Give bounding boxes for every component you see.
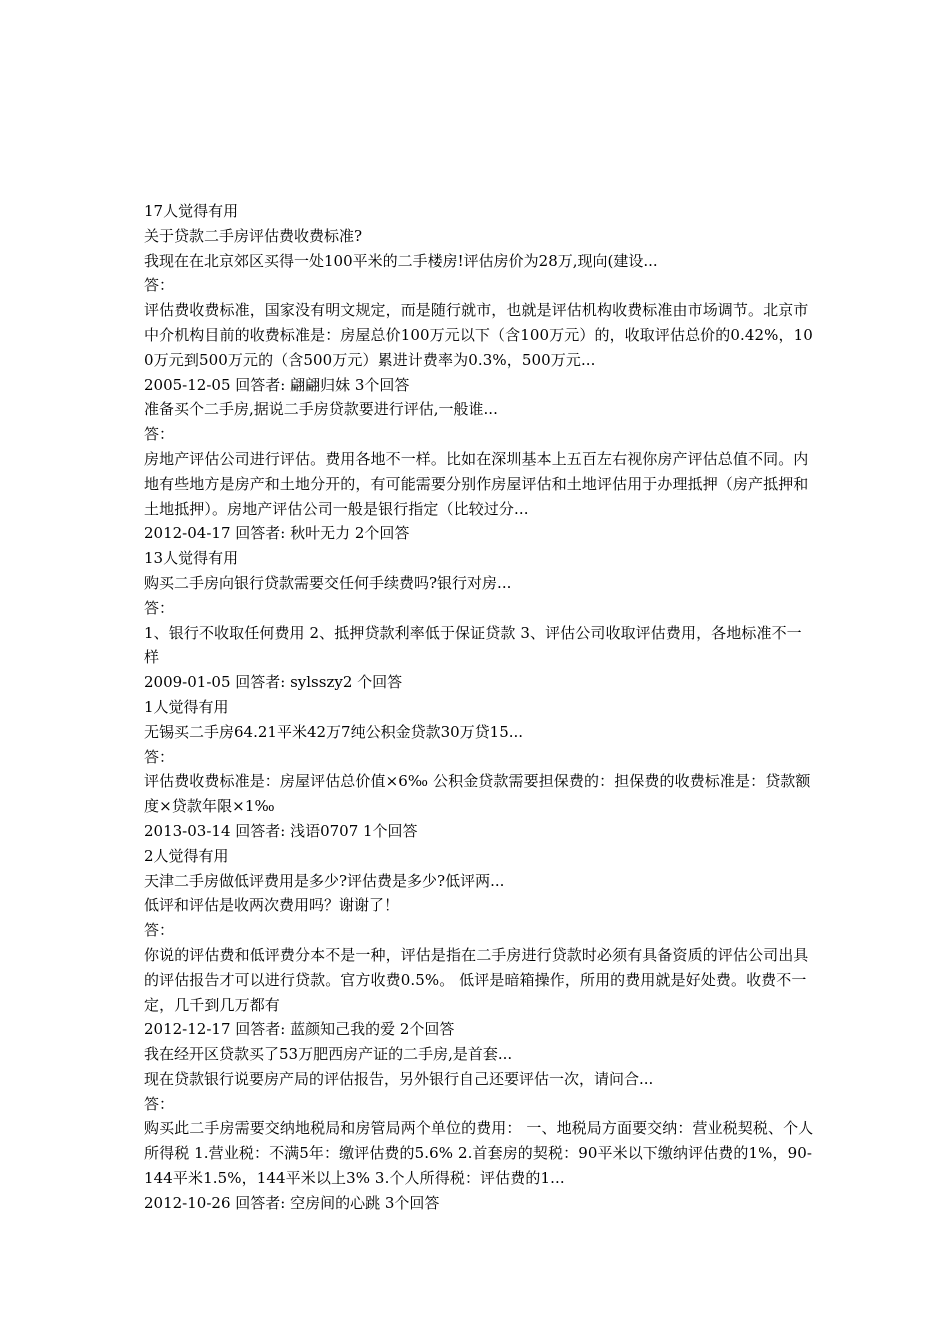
answer-text: 房地产评估公司进行评估。费用各地不一样。比如在深圳基本上五百左右视你房产评估总值不同。内地有些地方是房产和土地分开的，有可能需要分别作房屋评估和土地评估用于办理抵押（房产抵押和土地抵押）。房地产评估公司一般是银行指定（比较过分... bbox=[144, 449, 809, 518]
qa-entry bbox=[144, 199, 816, 397]
question-detail: 我现在在北京郊区买得一处100平米的二手楼房!评估房价为28万,现向(建设... bbox=[144, 251, 658, 270]
question-title[interactable]: 无锡买二手房64.21平米42万7纯公积金贷款30万贷15... bbox=[144, 722, 524, 741]
answer-label: 答： bbox=[144, 276, 175, 295]
answer-label: 答： bbox=[144, 921, 175, 940]
answer-label: 答： bbox=[144, 1094, 175, 1113]
question-detail: 现在贷款银行说要房产局的评估报告，另外银行自己还要评估一次，请问合... bbox=[144, 1069, 654, 1088]
answer-meta: 2012-12-17 回答者: 蓝颜知己我的爱 2个回答 bbox=[144, 1020, 455, 1039]
helpful-count: 17人觉得有用 bbox=[144, 202, 239, 220]
answer-meta: 2012-10-26 回答者: 空房间的心跳 3个回答 bbox=[144, 1193, 440, 1212]
answer-label: 答： bbox=[144, 747, 175, 766]
question-title[interactable]: 准备买个二手房,据说二手房贷款要进行评估,一般谁... bbox=[144, 400, 498, 419]
qa-entry bbox=[144, 397, 816, 546]
answer-meta: 2009-01-05 回答者: sylsszy2 个回答 bbox=[144, 673, 403, 692]
answer-text: 评估费收费标准，国家没有明文规定，而是随行就市，也就是评估机构收费标准由市场调节。北京市中介机构目前的收费标准是：房屋总价100万元以下（含100万元）的，收取评估总价的0.42%，100万元到500万元的（含500万元）累进计费率为0.3%，500万元... bbox=[144, 301, 813, 369]
qa-entry bbox=[144, 1042, 816, 1216]
answer-text: 1、银行不收取任何费用 2、抵押贷款利率低于保证贷款 3、评估公司收取评估费用，各地标准不一样 bbox=[144, 623, 802, 667]
answer-meta: 2005-12-05 回答者: 翩翩归妹 3个回答 bbox=[144, 375, 410, 394]
question-title[interactable]: 购买二手房向银行贷款需要交任何手续费吗?银行对房... bbox=[144, 573, 512, 592]
answer-label: 答： bbox=[144, 425, 175, 444]
answer-text: 评估费收费标准是：房屋评估总价值×6‰ 公积金贷款需要担保费的：担保费的收费标准是：贷款额度×贷款年限×1‰ bbox=[144, 772, 811, 816]
qa-entry bbox=[144, 546, 816, 695]
document-body bbox=[144, 199, 816, 1216]
question-title[interactable]: 关于贷款二手房评估费收费标准? bbox=[144, 226, 363, 245]
helpful-count: 1人觉得有用 bbox=[144, 697, 229, 716]
answer-label: 答： bbox=[144, 598, 175, 617]
answer-meta: 2013-03-14 回答者: 浅语0707 1个回答 bbox=[144, 821, 418, 840]
question-title[interactable]: 天津二手房做低评费用是多少?评估费是多少?低评两... bbox=[144, 871, 505, 890]
answer-text: 你说的评估费和低评费分本不是一种，评估是指在二手房进行贷款时必须有具备资质的评估公司出具的评估报告才可以进行贷款。官方收费0.5%。 低评是暗箱操作，所用的费用就是好处费。收费不一定，几千到几万都有 bbox=[144, 945, 809, 1014]
qa-entry bbox=[144, 695, 816, 844]
helpful-count: 2人觉得有用 bbox=[144, 846, 229, 865]
qa-entry bbox=[144, 844, 816, 1042]
question-detail: 低评和评估是收两次费用吗？谢谢了！ bbox=[144, 896, 400, 915]
helpful-count: 13人觉得有用 bbox=[144, 549, 239, 568]
answer-meta: 2012-04-17 回答者: 秋叶无力 2个回答 bbox=[144, 524, 410, 543]
answer-text: 购买此二手房需要交纳地税局和房管局两个单位的费用： 一、地税局方面要交纳：营业税契税、个人所得税 1.营业税：不满5年：缴评估费的5.6% 2.首套房的契税：90平米以下缴纳评估费的1%，90-144平米1.5%，144平米以上3% 3.个人所得税：评估费的1... bbox=[144, 1119, 814, 1188]
question-title[interactable]: 我在经开区贷款买了53万肥西房产证的二手房,是首套... bbox=[144, 1045, 513, 1064]
